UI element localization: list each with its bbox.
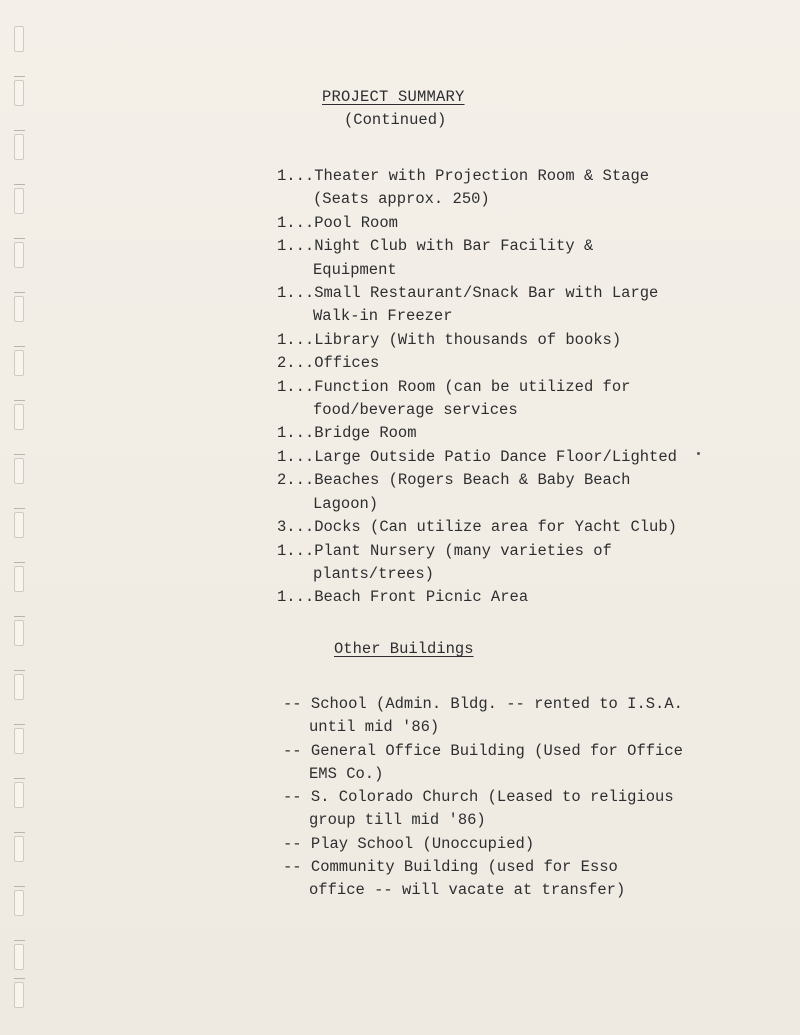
item-text: 1...Beach Front Picnic Area — [277, 588, 529, 607]
binder-tick — [14, 292, 25, 293]
item-text: -- Community Building (used for Esso — [283, 858, 618, 877]
item-text: 1...Large Outside Patio Dance Floor/Lighted — [277, 447, 677, 466]
item-continuation: EMS Co.) — [309, 764, 384, 783]
item-text: 2...Beaches (Rogers Beach & Baby Beach — [277, 471, 631, 490]
list-item — [277, 516, 777, 539]
list-item — [283, 693, 763, 740]
binder-hole — [14, 836, 24, 862]
item-continuation: food/beverage services — [313, 401, 518, 420]
item-text: 1...Pool Room — [277, 213, 398, 232]
binder-hole — [14, 982, 24, 1008]
binder-tick — [14, 508, 25, 509]
binder-holes — [0, 0, 40, 1035]
binder-tick — [14, 238, 25, 239]
binder-hole — [14, 296, 24, 322]
item-continuation: group till mid '86) — [309, 811, 486, 830]
item-continuation: Equipment — [313, 260, 397, 279]
list-item — [277, 376, 777, 423]
list-item — [277, 212, 777, 235]
item-text: -- General Office Building (Used for Office — [283, 741, 683, 760]
page-subtitle: (Continued) — [344, 111, 447, 129]
binder-hole — [14, 782, 24, 808]
item-text: 1...Library (With thousands of books) — [277, 330, 622, 349]
binder-hole — [14, 674, 24, 700]
item-text: 1...Theater with Projection Room & Stage — [277, 167, 650, 185]
binder-hole — [14, 188, 24, 214]
list-item — [283, 740, 763, 787]
list-item — [277, 165, 777, 212]
binder-tick — [14, 616, 25, 617]
list-item — [277, 329, 777, 352]
item-text: 1...Plant Nursery (many varieties of — [277, 541, 612, 560]
list-item — [277, 586, 777, 609]
item-continuation: until mid '86) — [309, 718, 440, 737]
item-continuation: Lagoon) — [313, 494, 379, 513]
binder-hole — [14, 134, 24, 160]
list-item — [277, 540, 777, 587]
binder-hole — [14, 80, 24, 106]
item-text: 1...Night Club with Bar Facility & — [277, 237, 594, 256]
list-item — [283, 856, 763, 903]
item-text: 1...Bridge Room — [277, 424, 417, 443]
item-text: 3...Docks (Can utilize area for Yacht Club) — [277, 518, 677, 537]
binder-tick — [14, 832, 25, 833]
binder-tick — [14, 346, 25, 347]
list-item — [283, 786, 763, 833]
item-text: -- Play School (Unoccupied) — [283, 834, 535, 853]
list-item — [277, 282, 777, 329]
list-item — [283, 833, 763, 856]
item-continuation: Walk-in Freezer — [313, 307, 453, 326]
page-title: PROJECT SUMMARY — [322, 88, 465, 106]
item-text: 1...Function Room (can be utilized for — [277, 377, 631, 396]
binder-tick — [14, 184, 25, 185]
list-item — [277, 469, 777, 516]
item-continuation: (Seats approx. 250) — [313, 190, 490, 209]
project-items-list — [277, 165, 777, 610]
binder-tick — [14, 130, 25, 131]
binder-hole — [14, 620, 24, 646]
binder-hole — [14, 26, 24, 52]
binder-tick — [14, 454, 25, 455]
binder-hole — [14, 242, 24, 268]
binder-tick — [14, 778, 25, 779]
list-item — [277, 446, 777, 469]
binder-tick — [14, 886, 25, 887]
item-text: -- S. Colorado Church (Leased to religious — [283, 788, 674, 807]
binder-tick — [14, 76, 25, 77]
item-text: 2...Offices — [277, 354, 380, 373]
binder-tick — [14, 940, 25, 941]
list-item — [277, 422, 777, 445]
binder-tick — [14, 562, 25, 563]
binder-tick — [14, 978, 25, 979]
binder-hole — [14, 404, 24, 430]
binder-hole — [14, 566, 24, 592]
binder-hole — [14, 944, 24, 970]
section-title-other-buildings: Other Buildings — [334, 640, 474, 658]
list-item — [277, 235, 777, 282]
list-item — [277, 352, 777, 375]
item-continuation: plants/trees) — [313, 564, 434, 583]
item-text: -- School (Admin. Bldg. -- rented to I.S.A. — [283, 695, 683, 713]
item-continuation: office -- will vacate at transfer) — [309, 881, 626, 900]
binder-hole — [14, 458, 24, 484]
binder-tick — [14, 400, 25, 401]
binder-tick — [14, 670, 25, 671]
binder-hole — [14, 728, 24, 754]
stray-ink-mark — [697, 452, 700, 455]
other-buildings-list — [283, 693, 763, 903]
binder-hole — [14, 512, 24, 538]
binder-hole — [14, 890, 24, 916]
binder-tick — [14, 724, 25, 725]
item-text: 1...Small Restaurant/Snack Bar with Large — [277, 284, 659, 303]
binder-hole — [14, 350, 24, 376]
